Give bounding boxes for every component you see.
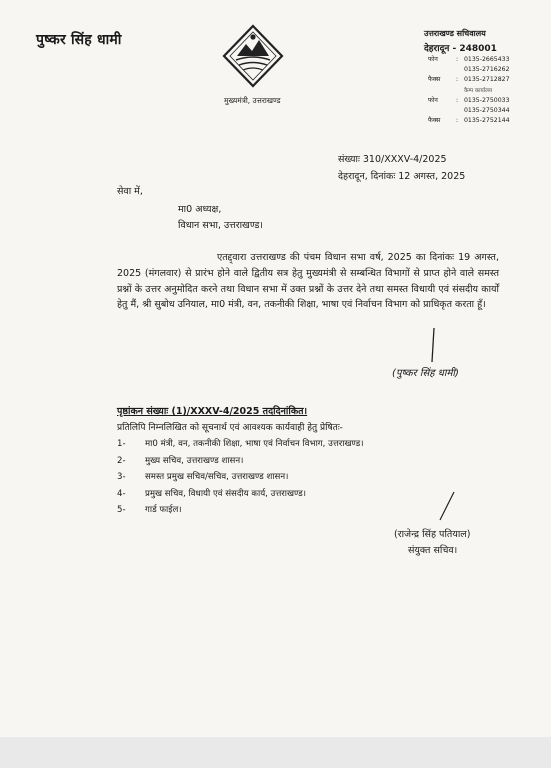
addressee-line-2: विधान सभा, उत्तराखण्ड। xyxy=(178,220,264,231)
uttarakhand-emblem-icon xyxy=(222,24,284,90)
list-item-number: 5- xyxy=(117,505,126,516)
list-item-text: मुख्य सचिव, उत्तराखण्ड शासन। xyxy=(145,455,244,466)
list-item-text: समस्त प्रमुख सचिव/सचिव, उत्तराखण्ड शासन। xyxy=(145,472,289,483)
list-item-text: प्रमुख सचिव, विधायी एवं संसदीय कार्य, उत्तराखण्ड। xyxy=(145,488,306,499)
contact-row xyxy=(428,65,510,75)
contact-number: 0135-2750344 xyxy=(464,107,510,115)
contact-number: 0135-2752144 xyxy=(464,117,510,125)
bottom-margin xyxy=(0,737,551,768)
contact-number: 0135-2665433 xyxy=(464,56,510,63)
contact-row: फैक्स : 0135-2712827 xyxy=(428,75,510,85)
contact-row xyxy=(428,106,510,116)
camp-office-label: कैम्प कार्यालय xyxy=(464,87,493,94)
contact-row: फोन : 0135-2750033 xyxy=(428,96,510,106)
list-item-number: 3- xyxy=(117,472,126,483)
office-name: उत्तराखण्ड सचिवालय xyxy=(424,29,486,38)
copy-list xyxy=(117,436,363,519)
signatory-2-designation: संयुक्त सचिव। xyxy=(408,545,458,556)
contact-number: 0135-2716262 xyxy=(464,66,510,74)
copy-intro: प्रतिलिपि निम्नलिखित को सूचनार्थ एवं आवश्यक कार्यवाही हेतु प्रेषितः- xyxy=(117,423,343,433)
camp-office-note xyxy=(428,86,510,96)
letterhead-name: पुष्कर सिंह धामी xyxy=(36,32,122,48)
list-item-text: मा0 मंत्री, वन, तकनीकी शिक्षा, भाषा एवं निर्वाचन विभाग, उत्तराखण्ड। xyxy=(145,439,364,449)
list-item xyxy=(117,486,363,503)
list-item-number: 1- xyxy=(117,439,126,449)
contact-number: 0135-2712827 xyxy=(464,76,510,84)
place-date: देहरादून, दिनांकः 12 अगस्त, 2025 xyxy=(338,171,466,182)
list-item-number: 2- xyxy=(117,455,126,466)
contact-label: फैक्स xyxy=(428,76,441,84)
contact-label: फोन xyxy=(428,56,438,63)
list-item xyxy=(117,502,363,519)
contact-label xyxy=(428,106,456,116)
salutation: सेवा में, xyxy=(117,186,143,197)
list-item xyxy=(117,469,363,486)
list-item xyxy=(117,436,363,453)
contact-label: फैक्स xyxy=(428,117,441,125)
office-city: देहरादून - 248001 xyxy=(424,44,497,54)
contact-label xyxy=(428,65,456,75)
endorsement-heading: पृष्ठांकन संख्याः (1)/XXXV-4/2025 तददिनांकित। xyxy=(117,406,308,417)
list-item-number: 4- xyxy=(117,488,126,499)
emblem-caption: मुख्यमंत्री, उत्तराखण्ड xyxy=(224,96,281,105)
contact-row: फैक्स : 0135-2752144 xyxy=(428,116,510,126)
signature-mark xyxy=(408,326,448,370)
reference-number: संख्याः 310/XXXV-4/2025 xyxy=(338,154,447,165)
signatory-2-name: (राजेन्द्र सिंह पतियाल) xyxy=(394,529,471,540)
signatory-1: (पुष्कर सिंह धामी) xyxy=(392,368,459,379)
letter-body: एतद्द्वारा उत्तराखण्ड की पंचम विधान सभा वर्ष, 2025 का दिनांकः 19 अगस्त, 2025 (मंगलवार) से प्रारंभ होने वाले द्वितीय सत्र हेतु मुख्यमंत्री से सम्बन्धित विभागों से प्राप्त होने वाले समस्त प्रश्नों के उत्तर अनुमोदित करने तथा विधान सभा में उक्त प्रश्नों के उत्तर देने तथा समस्त विधायी एवं संसदीय कार्यों हेतु मैं, श्री सुबोध उनियाल, मा0 मंत्री, वन, तकनीकी शिक्षा, भाषा एवं निर्वाचन विभाग को प्राधिकृत करता हूँ। xyxy=(117,252,499,311)
addressee-line-1: मा0 अध्यक्ष, xyxy=(178,204,222,215)
signature-mark xyxy=(430,490,460,524)
contact-label: फोन xyxy=(428,96,438,104)
contact-row: फोन : 0135-2665433 xyxy=(428,55,510,65)
list-item xyxy=(117,453,363,470)
contact-number: 0135-2750033 xyxy=(464,96,510,104)
contact-block xyxy=(428,55,510,126)
list-item-text: गार्ड फाईल। xyxy=(145,505,182,516)
